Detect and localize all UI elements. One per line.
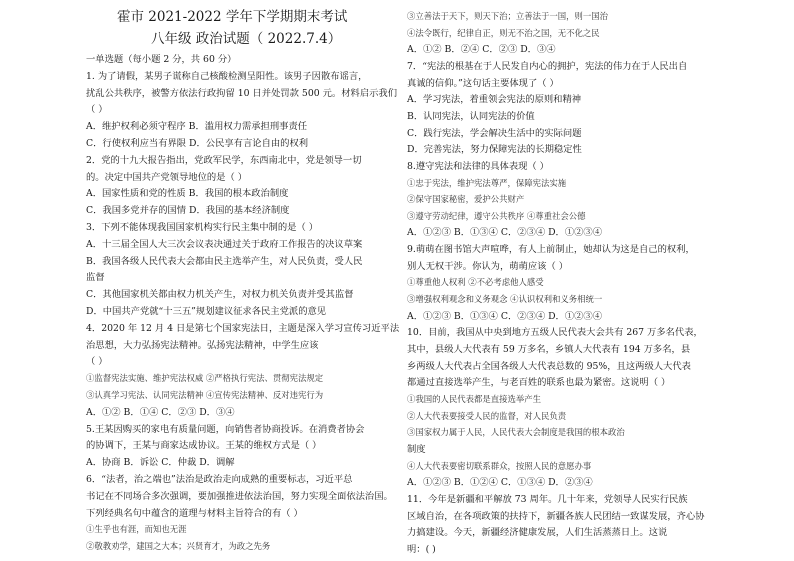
question-line: C．行使权利应当有界限 D．公民享有言论自由的权利 xyxy=(86,138,309,149)
exam-title: 霍市 2021-2022 学年下学期期末考试 xyxy=(117,9,348,25)
question-line: （ ） xyxy=(86,104,108,116)
exam-subtitle: 八年级 政治试题（ 2022.7.4） xyxy=(151,31,342,47)
question-line: A．国家性质和党的性质 B．我国的根本政治制度 xyxy=(86,188,289,200)
question-line: 别人无权干涉。你认为，萌萌应该（ ） xyxy=(407,260,569,272)
question-line: ②保守国家秘密，爱护公共财产 xyxy=(407,194,525,205)
question-line: 11．今年是新疆和平解放 73 周年。几十年来，党领导人民实行民族 xyxy=(407,493,688,505)
question-line: 8.遵守宪法和法律的具体表现（ ） xyxy=(407,160,549,172)
question-line: 3．下列不能体现我国国家机构实行民主集中制的是（ ） xyxy=(86,222,318,233)
question-line: 9.萌萌在图书馆大声喧哗，有人上前制止，她却认为这是自己的权利， xyxy=(407,244,695,256)
question-line: 制度 xyxy=(407,443,426,455)
question-line: 真诚的信仰。”这句话主要体现了（ ） xyxy=(407,77,559,89)
question-line: D．完善宪法，努力保障宪法的长期稳定性 xyxy=(407,144,582,156)
question-line: 下列经典名句中蕴含的道理与材料主旨符合的有（ ） xyxy=(86,507,303,519)
question-line: ③认真学习宪法、认同宪法精神 ④宣传宪法精神、反对违宪行为 xyxy=(86,390,324,400)
question-line: 的。决定中国共产党领导地位的是（ ） xyxy=(86,171,248,183)
question-line: 2．党的十九大报告指出，党政军民学，东西南北中，党是领导一切 xyxy=(86,154,362,166)
question-line: 区域自治，在各项政策的扶持下，新疆各族人民团结一致谋发展，齐心协 xyxy=(407,510,705,522)
question-line: 1. 为了请假，某男子谎称自己核酸检测呈阳性。该男子因散布谣言， xyxy=(86,70,368,82)
question-line: A．①②③ B．①③④ C．②③④ D．①②③④ xyxy=(407,227,603,239)
question-line: 力搞建设。今天，新疆经济健康发展，人们生活蒸蒸日上。这说 xyxy=(407,527,668,539)
question-line: A．①②③ B．①②④ C．①③④ D．②③④ xyxy=(407,477,593,489)
question-line: B．认同宪法，认同宪法的价值 xyxy=(407,110,535,122)
question-line: ④人大代表要密切联系群众，按照人民的意愿办事 xyxy=(407,460,592,471)
question-line: ①我国的人民代表都是直接选举产生 xyxy=(407,393,541,404)
question-line: ②敬教劝学，建国之大本；兴贤育才，为政之先务 xyxy=(86,541,271,552)
question-line: 一单选题（每小题 2 分，共 60 分） xyxy=(86,54,237,65)
question-line: 治思想，大力弘扬宪法精神。弘扬宪法精神，中学生应该 xyxy=(86,339,319,351)
question-line: B．我国各级人民代表大会都由民主选举产生，对人民负责，受人民 xyxy=(86,255,363,267)
question-line: 5.王某因购买的家电有质量问题，向销售者协商投诉。在消费者协会 xyxy=(86,423,365,435)
question-line: ④法令既行，纪律自正，则无不治之国，无不化之民 xyxy=(407,27,600,38)
question-line: （ ） xyxy=(86,356,108,368)
question-line: 扰乱公共秩序，被警方依法行政拘留 10 日并处罚款 500 元。材料启示我们 xyxy=(86,87,398,99)
question-line: ③增强权利观念和义务观念 ④认识权利和义务相统一 xyxy=(407,294,603,305)
question-line: C．我国多党并存的国情 D．我国的基本经济制度 xyxy=(86,205,290,217)
question-line: A．十三届全国人大三次会议表决通过关于政府工作报告的决议草案 xyxy=(86,238,363,250)
question-line: 其中，县级人大代表有 59 万多名，乡镇人大代表有 194 万多名，县 xyxy=(407,344,691,355)
question-line: ①监督宪法实施、维护宪法权威 ②严格执行宪法、贯彻宪法规定 xyxy=(86,373,324,384)
question-line: C．践行宪法，学会解决生活中的实际问题 xyxy=(407,127,582,139)
question-line: A．学习宪法，着重领会宪法的原则和精神 xyxy=(407,94,582,106)
question-line: D．中国共产党就“十三五”规划建议征求各民主党派的意见 xyxy=(86,306,327,317)
question-line: 的协调下，王某与商家达成协议。王某的维权方式是（ ） xyxy=(86,440,322,452)
question-line: 监督 xyxy=(86,272,105,284)
question-line: ①尊重他人权利 ②不必考虑他人感受 xyxy=(407,277,544,288)
question-line: A．①② B．②④ C．②③ D．③④ xyxy=(407,44,556,56)
question-line: C．其他国家机关都由权力机关产生，对权力机关负责并受其监督 xyxy=(86,289,354,301)
question-line: A．①② B．①④ C．②③ D．③④ xyxy=(86,406,235,418)
question-line: ③立善法于天下，则天下治；立善法于一国，则一国治 xyxy=(407,11,608,21)
question-line: 明：( ) xyxy=(407,543,436,555)
question-line: 4．2020 年 12 月 4 日是第七个国家宪法日，主题是深入学习宣传习近平法 xyxy=(86,322,400,334)
question-line: 都通过直接选举产生，与老百姓的联系也最为紧密。这说明（ ） xyxy=(407,377,671,389)
question-line: 7．“宪法的根基在于人民发自内心的拥护，宪法的伟力在于人民出自 xyxy=(407,60,688,72)
question-line: ③国家权力属于人民，人民代表大会制度是我国的根本政治 xyxy=(407,427,625,438)
question-line: A．协商 B．诉讼 C．仲裁 D．调解 xyxy=(86,457,235,469)
question-line: 10．目前，我国从中央到地方五级人民代表大会共有 267 万多名代表， xyxy=(407,327,703,339)
question-line: A．维护权利必须守程序 B．滥用权力需承担刑事责任 xyxy=(86,121,308,133)
question-line: ③遵守劳动纪律，遵守公共秩序 ④尊重社会公德 xyxy=(407,210,586,221)
question-line: 书记在不同场合多次强调，要加强推进依法治国，努力实现全面依法治国。 xyxy=(86,490,393,502)
question-line: 乡两级人大代表占全国各级人大代表总数的 95%，且这两级人大代表 xyxy=(407,360,691,372)
question-line: ②人大代表要接受人民的监督，对人民负责 xyxy=(407,410,567,421)
question-line: ①生乎也有涯，而知也无涯 xyxy=(86,524,187,535)
question-line: 6．“法者，治之端也”法治是政治走向成熟的重要标志，习近平总 xyxy=(86,474,353,485)
question-line: ①忠于宪法，维护宪法尊严，保障宪法实施 xyxy=(407,177,567,188)
question-line: A．①②③ B．①③④ C．②③④ D．①②③④ xyxy=(407,310,603,322)
